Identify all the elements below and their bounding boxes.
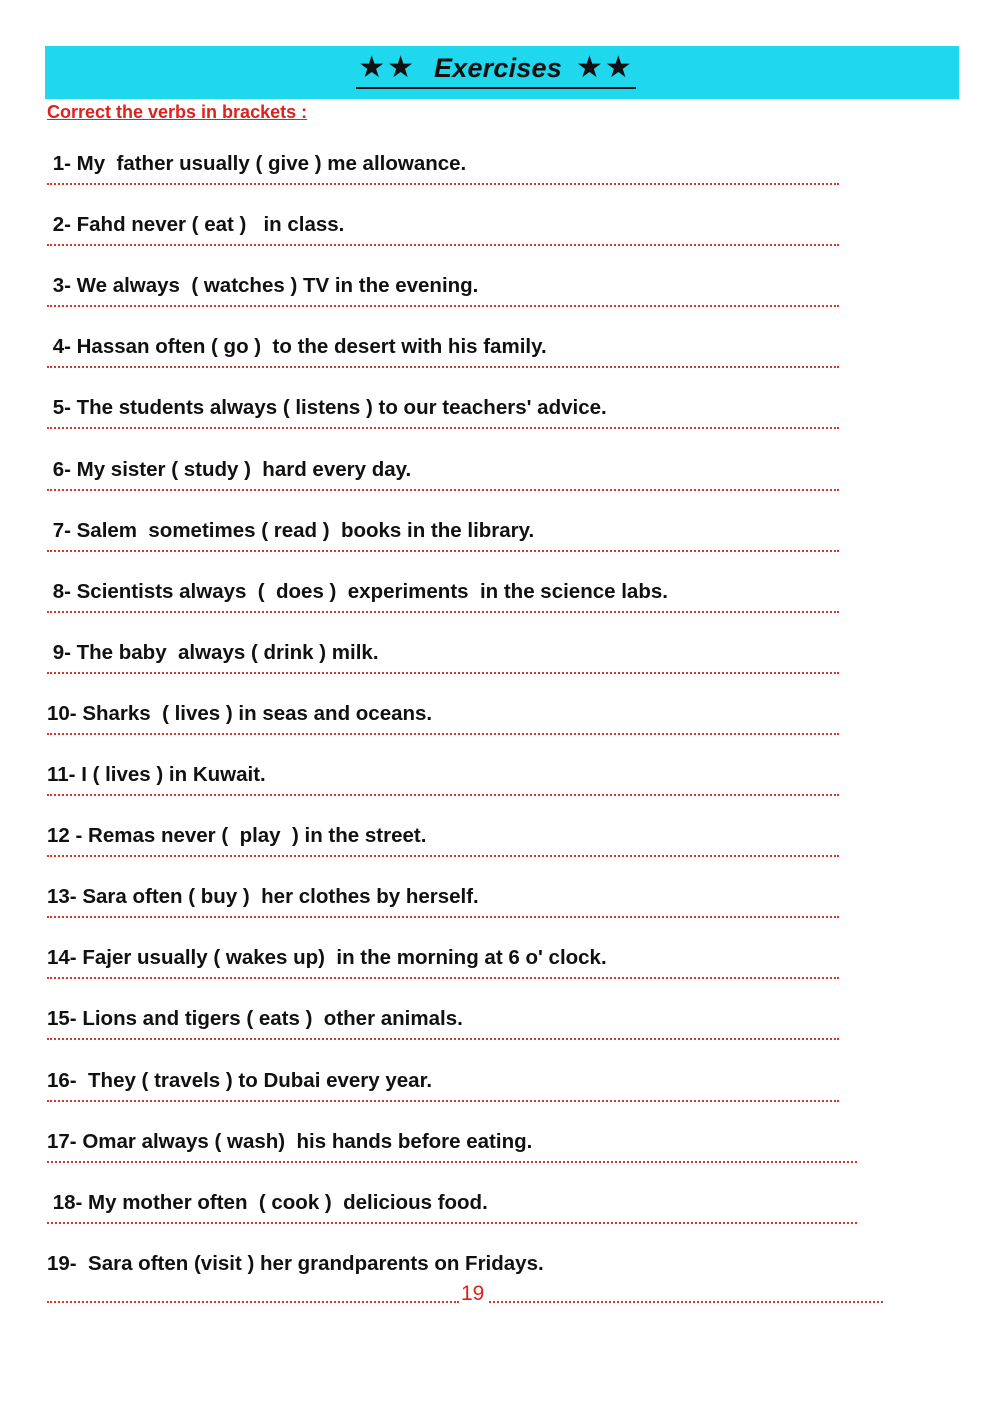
exercise-sentence: 9- The baby always ( drink ) milk. — [47, 640, 379, 664]
answer-line[interactable] — [47, 244, 839, 246]
exercise-sentence: 14- Fajer usually ( wakes up) in the morning at 6 o' clock. — [47, 946, 607, 970]
exercise-item — [0, 273, 992, 334]
page-number-row — [47, 1282, 883, 1306]
answer-line[interactable] — [47, 1222, 857, 1224]
exercise-item — [0, 1129, 992, 1190]
exercise-item — [0, 823, 992, 884]
exercise-item — [0, 640, 992, 701]
stars-right-icon: ★★ — [575, 51, 634, 84]
answer-line[interactable] — [47, 1038, 839, 1040]
answer-line[interactable] — [47, 489, 839, 491]
exercise-sentence: 1- My father usually ( give ) me allowance. — [47, 152, 467, 175]
exercise-sentence: 8- Scientists always ( does ) experiments in the science labs. — [47, 579, 668, 603]
instruction-heading: Correct the verbs in brackets : — [47, 102, 308, 122]
exercise-sentence: 7- Salem sometimes ( read ) books in the library. — [47, 518, 535, 542]
exercise-sentence: 12 - Remas never ( play ) in the street. — [47, 824, 427, 848]
answer-line[interactable] — [47, 855, 839, 857]
exercise-item — [0, 1190, 992, 1251]
answer-line[interactable] — [47, 1100, 839, 1102]
page-title — [356, 50, 636, 89]
exercise-item — [0, 457, 992, 518]
answer-line[interactable] — [47, 183, 839, 185]
exercise-sentence: 11- I ( lives ) in Kuwait. — [47, 763, 266, 786]
exercise-sentence: 13- Sara often ( buy ) her clothes by herself. — [47, 885, 479, 909]
exercise-sentence: 10- Sharks ( lives ) in seas and oceans. — [47, 701, 433, 725]
answer-line[interactable] — [47, 305, 839, 307]
answer-line[interactable] — [47, 427, 839, 429]
stars-left-icon: ★★ — [358, 51, 417, 84]
exercise-sentence: 16- They ( travels ) to Dubai every year. — [47, 1068, 433, 1092]
answer-line — [489, 1301, 883, 1303]
exercise-item — [0, 212, 992, 273]
title-wrap — [0, 50, 992, 89]
page-number: 19 — [461, 1282, 485, 1305]
exercise-sentence: 19- Sara often (visit ) her grandparents on Fridays. — [47, 1251, 544, 1275]
exercise-item — [0, 762, 992, 823]
exercise-item — [0, 945, 992, 1006]
exercise-item — [0, 1068, 992, 1129]
answer-line[interactable] — [47, 733, 839, 735]
exercise-item — [0, 884, 992, 945]
answer-line[interactable] — [47, 794, 839, 796]
exercise-item — [0, 579, 992, 640]
exercise-item — [0, 334, 992, 395]
exercise-item — [0, 518, 992, 579]
exercise-sentence: 3- We always ( watches ) TV in the evening. — [47, 274, 479, 298]
answer-line[interactable] — [47, 366, 839, 368]
exercise-item — [0, 151, 992, 212]
answer-line[interactable] — [47, 916, 839, 918]
exercise-sentence: 18- My mother often ( cook ) delicious food. — [47, 1190, 488, 1214]
answer-line[interactable] — [47, 611, 839, 613]
exercise-sentence: 17- Omar always ( wash) his hands before eating. — [47, 1129, 533, 1153]
exercise-item — [0, 701, 992, 762]
exercise-sentence: 2- Fahd never ( eat ) in class. — [47, 213, 345, 237]
exercise-sentence: 4- Hassan often ( go ) to the desert with his family. — [47, 335, 547, 359]
exercise-item — [0, 1006, 992, 1067]
answer-line[interactable] — [47, 672, 839, 674]
exercise-sentence: 15- Lions and tigers ( eats ) other animals. — [47, 1007, 463, 1031]
title-label: Exercises — [434, 53, 562, 83]
answer-line[interactable] — [47, 977, 839, 979]
answer-line[interactable] — [47, 550, 839, 552]
answer-line — [47, 1301, 459, 1303]
exercise-sentence: 6- My sister ( study ) hard every day. — [47, 457, 412, 481]
answer-line[interactable] — [47, 1161, 857, 1163]
exercise-sentence: 5- The students always ( listens ) to our teachers' advice. — [47, 396, 607, 420]
exercise-item — [0, 395, 992, 456]
